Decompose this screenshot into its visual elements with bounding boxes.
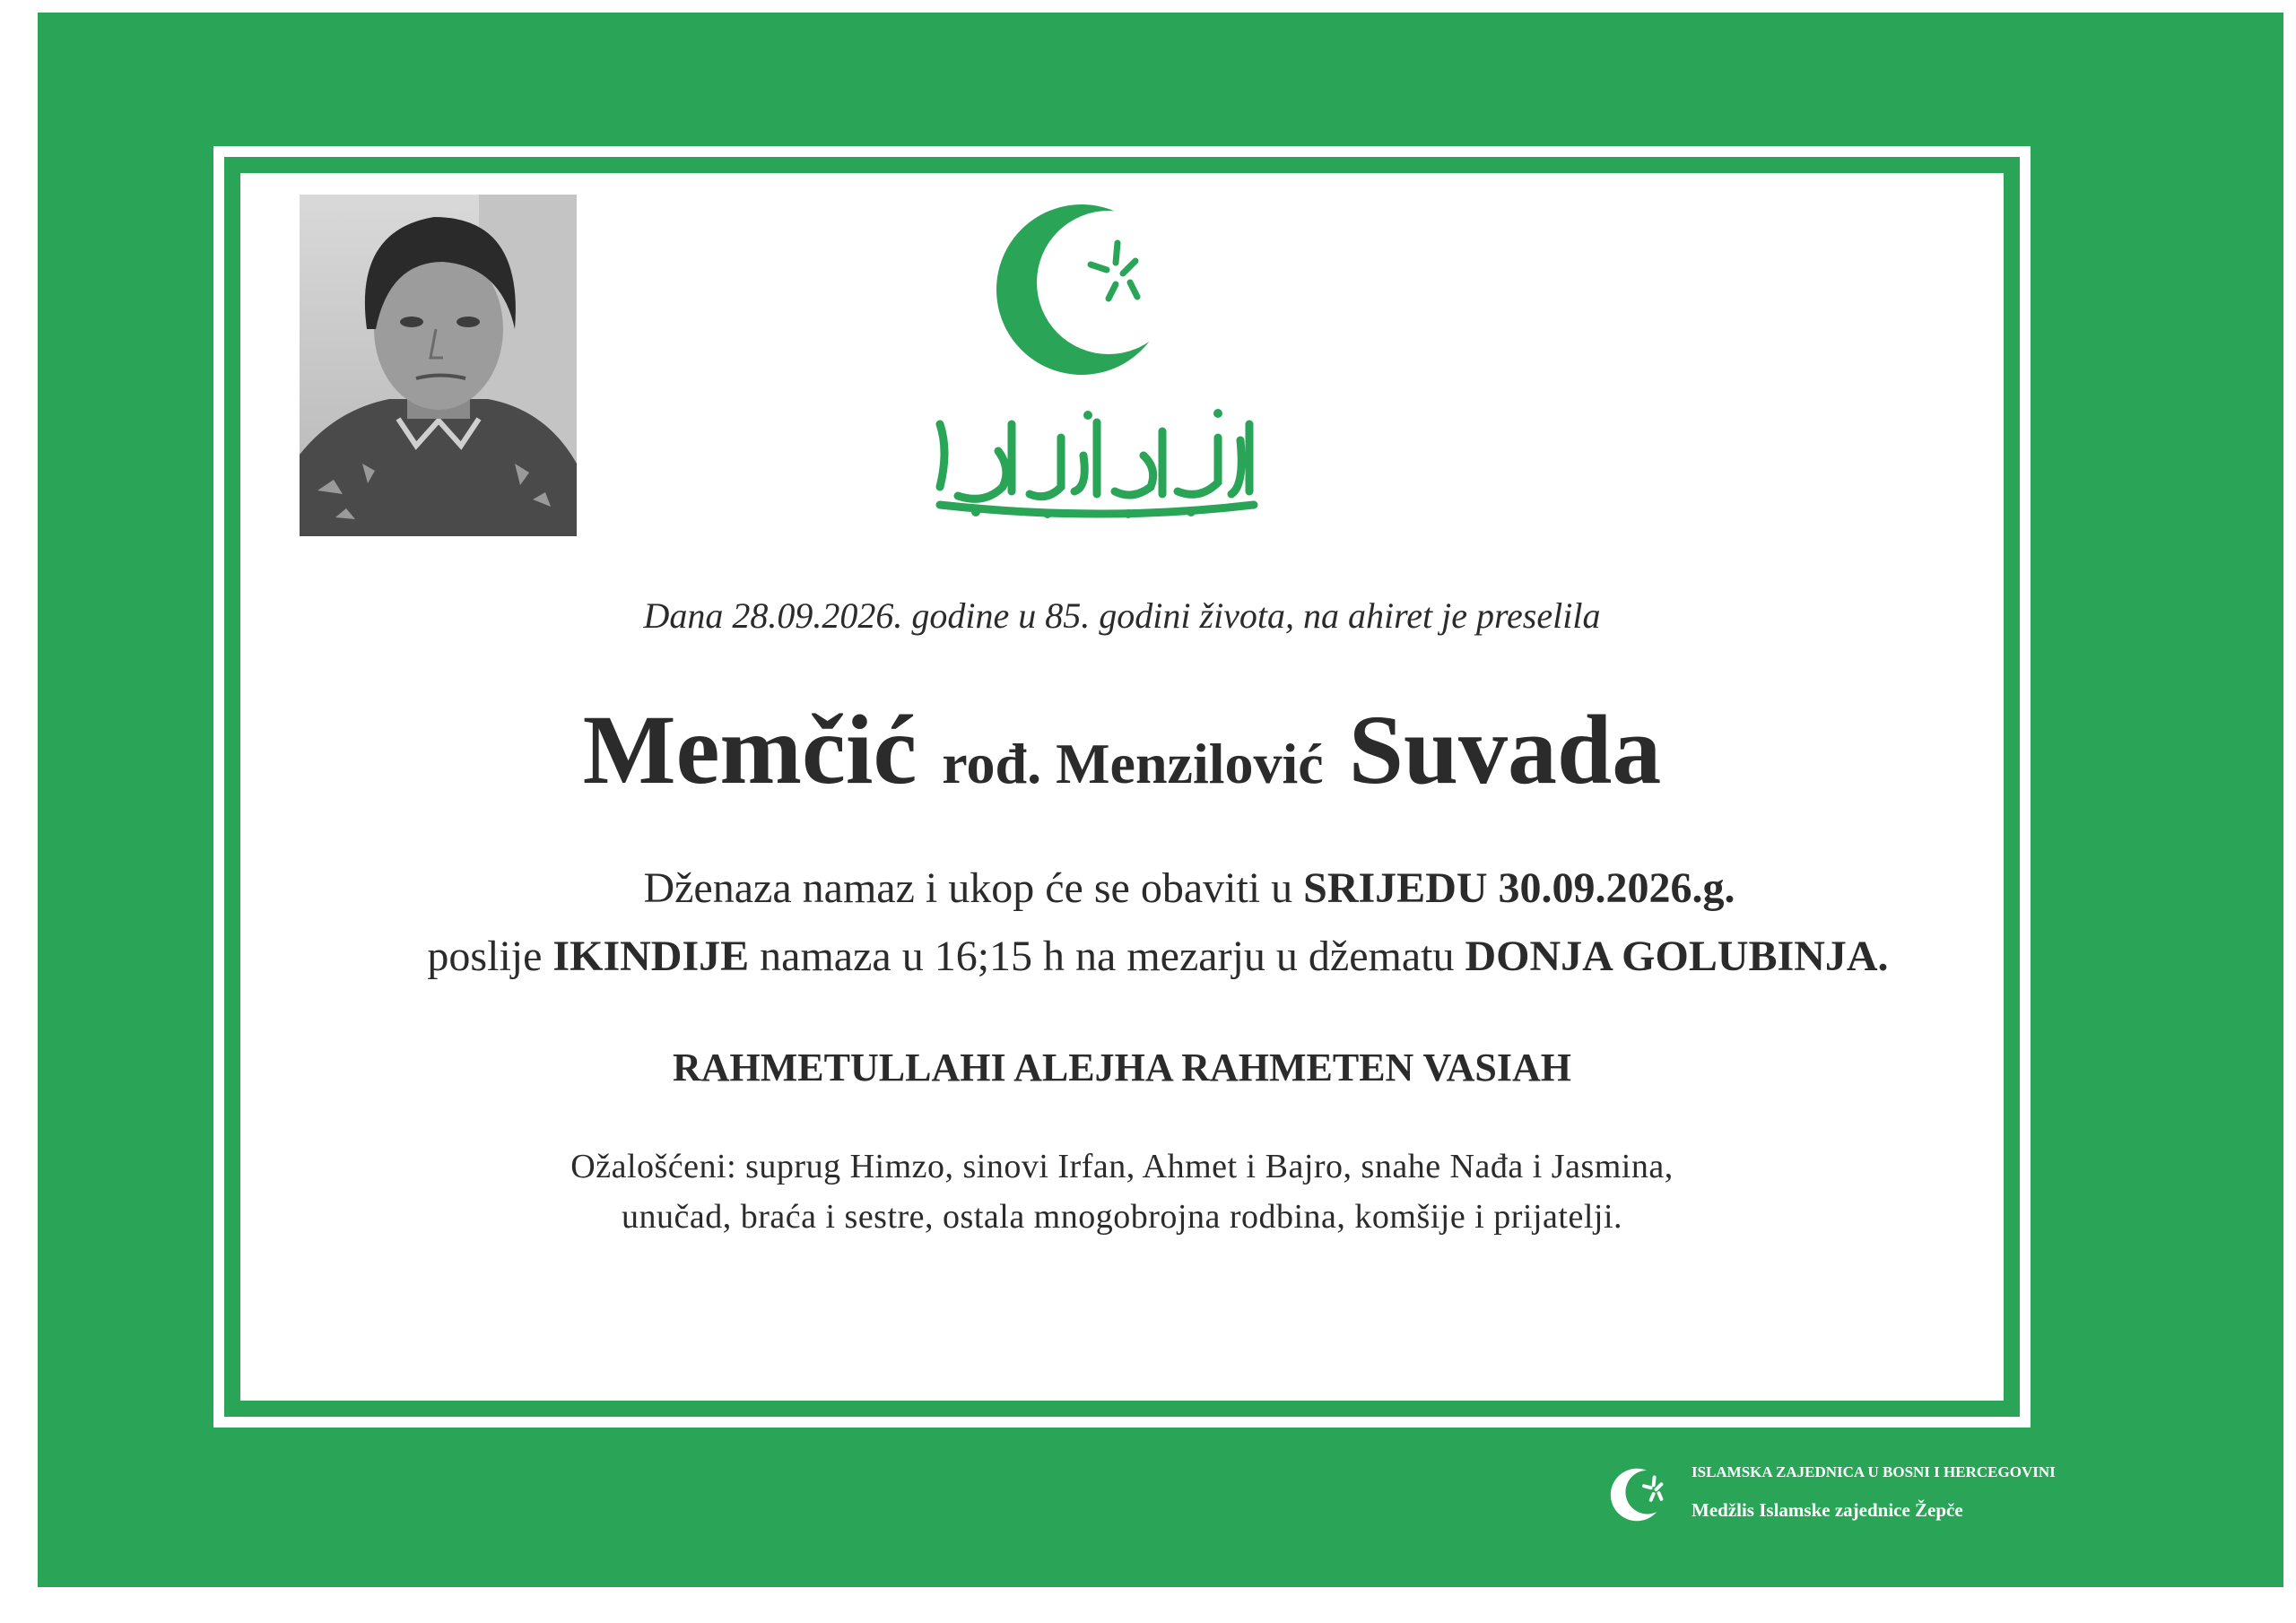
notice-card	[240, 173, 2004, 1401]
funeral-line-2	[240, 932, 2004, 981]
organization-name: ISLAMSKA ZAJEDNICA U BOSNI I HERCEGOVINI	[1692, 1463, 2056, 1480]
council-name: Medžlis Islamske zajednice Žepče	[1692, 1499, 1963, 1521]
funeral-place: DONJA GOLUBINJA.	[1465, 933, 1889, 980]
surname: Memčić	[582, 695, 918, 804]
crescent-star-emblem-icon	[994, 200, 1173, 379]
notice-frame	[213, 146, 2031, 1428]
mourners-line-2: unučad, braća i sestre, ostala mnogobrojna rodbina, komšije i prijatelji.	[621, 1198, 1623, 1236]
mourners-line-1: Ožalošćeni: suprug Himzo, sinovi Irfan, Ahmet i Bajro, snahe Nađa i Jasmina,	[570, 1148, 1674, 1185]
funeral-date: SRIJEDU 30.09.2026.g.	[1303, 864, 1735, 912]
frame-border	[224, 157, 2020, 1417]
footer	[1605, 1460, 2108, 1532]
maiden-name: rođ. Menzilović	[942, 732, 1324, 795]
prayer-text: RAHMETULLAHI ALEJHA RAHMETEN VASIAH	[672, 1046, 1571, 1089]
prayer-time: IKINDIJE	[552, 933, 750, 980]
calligraphy-icon	[922, 388, 1272, 523]
footer-logo-icon	[1605, 1460, 1675, 1530]
funeral-line-1-text: Dženaza namaz i ukop će se obaviti u	[643, 864, 1304, 912]
funeral-line-1	[240, 864, 2004, 913]
funeral-line-2-text-a: poslije	[427, 933, 553, 980]
given-name: Suvada	[1348, 695, 1662, 804]
portrait-photo	[300, 195, 577, 536]
funeral-line-2-text-b: namaza u 16;15 h na mezarju u džematu	[749, 933, 1465, 980]
intro-text: Dana 28.09.2026. godine u 85. godini života, na ahiret je preselila	[643, 595, 1601, 636]
deceased-name	[240, 693, 2004, 807]
